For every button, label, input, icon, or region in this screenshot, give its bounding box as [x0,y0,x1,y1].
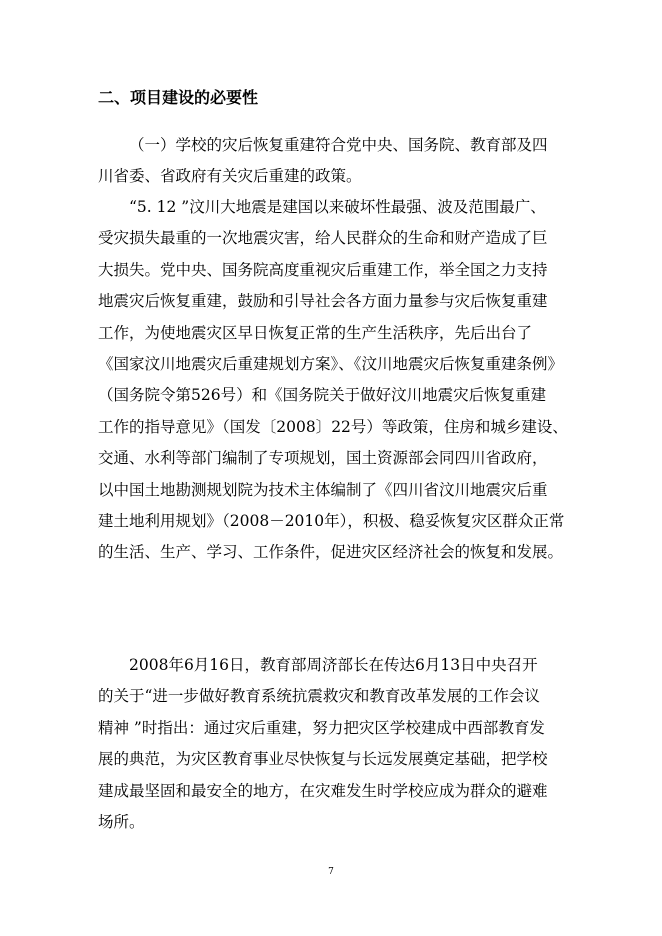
text-line: 的生活、生产、学习、工作条件，促进灾区经济社会的恢复和发展。 [98,543,564,562]
text-line: 以中国土地勘测规划院为技术主体编制了《四川省汶川地震灾后重 [98,480,548,499]
paragraph-ministry-directive [98,650,568,838]
text-line: 交通、水利等部门编制了专项规划，国土资源部会同四川省政府， [98,449,548,468]
text-line: 的关于“进一步做好教育系统抗震救灾和教育改革发展的工作会议 [98,687,540,706]
paragraph-earthquake-background [98,192,568,569]
text-line: 《国家汶川地震灾后重建规划方案》、《汶川地震灾后恢复重建条例》 [98,354,564,373]
page-number: 7 [328,867,334,877]
text-line: 工作，为使地震灾区早日恢复正常的生产生活秩序，先后出台了 [98,323,533,342]
text-line: （一）学校的灾后恢复重建符合党中央、国务院、教育部及四 [129,136,548,154]
text-line: 大损失。党中央、国务院高度重视灾后重建工作，举全国之力支持 [98,260,548,279]
text-line: 建土地利用规划》（2008－2010年），积极、稳妥恢复灾区群众正常 [98,511,565,530]
text-line: 受灾损失最重的一次地震灾害，给人民群众的生命和财产造成了巨 [98,229,548,248]
text-line: 展的典范，为灾区教育事业尽快恢复与长远发展奠定基础，把学校 [98,750,548,769]
text-line: 川省委、省政府有关灾后重建的政策。 [98,167,362,186]
text-line: “5. 12 ”汶川大地震是建国以来破坏性最强、波及范围最广、 [129,198,546,216]
text-line: 工作的指导意见》（国发〔2008〕22号）等政策，住房和城乡建设、 [98,417,568,436]
text-line: 地震灾后恢复重建，鼓励和引导社会各方面力量参与灾后恢复重建 [98,292,548,311]
text-line: （国务院令第526号）和《国务院关于做好汶川地震灾后恢复重建 [98,386,547,405]
text-line: 场所。 [98,812,145,831]
paragraph-policy-subheading [98,130,568,193]
text-line: 精神 ”时指出：通过灾后重建，努力把灾区学校建成中西部教育发 [98,718,545,737]
text-line: 建成最坚固和最安全的地方，在灾难发生时学校应成为群众的避难 [98,781,548,800]
text-line: 2008年6月16日，教育部周济部长在传达6月13日中央召开 [129,656,538,674]
section-heading: 二、项目建设的必要性 [98,88,259,107]
